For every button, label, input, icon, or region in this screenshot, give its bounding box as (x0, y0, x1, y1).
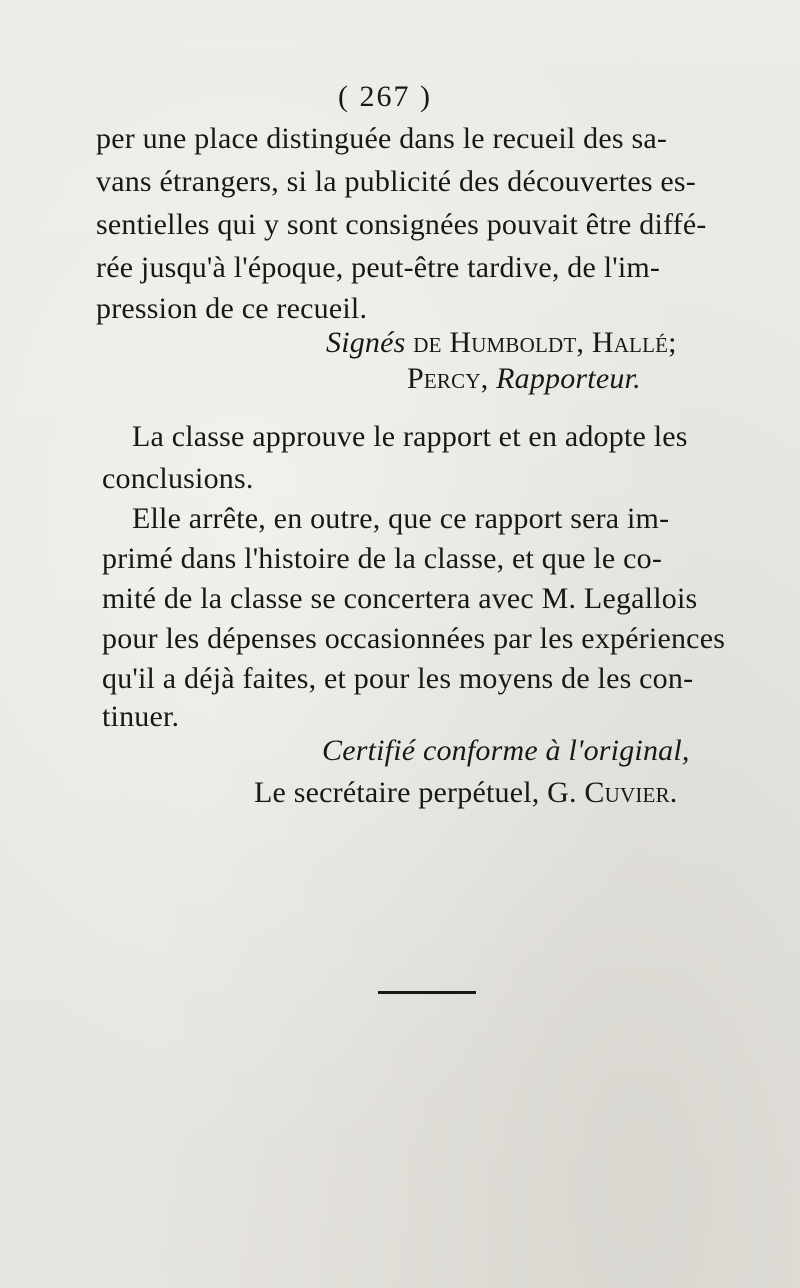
certification-line: Certifié conforme à l'original, (322, 734, 690, 767)
signature-comma: , (480, 362, 497, 395)
secretary-name: G. Cuvier. (547, 776, 678, 809)
signature-name-percy: Percy (407, 362, 481, 395)
body-line-2: vans étrangers, si la publicité des découvertes es- (96, 165, 696, 198)
decision-line-8: tinuer. (102, 700, 180, 733)
body-line-4: rée jusqu'à l'époque, peut-être tardive, de l'im- (96, 251, 661, 284)
secretary-line (254, 776, 678, 810)
decision-line-7: qu'il a déjà faites, et pour les moyens de les con- (102, 662, 694, 695)
body-line-5: pression de ce recueil. (96, 292, 368, 325)
signature-line-2 (407, 362, 641, 396)
page-number: ( 267 ) (338, 80, 432, 113)
secretary-prefix: Le secrétaire perpétuel, (254, 776, 540, 809)
signature-names: de Humboldt, Hallé; (413, 326, 677, 359)
decision-line-1: La classe approuve le rapport et en adopte les (132, 420, 688, 453)
decision-line-2: conclusions. (102, 462, 254, 495)
body-line-1: per une place distinguée dans le recueil des sa- (96, 122, 668, 155)
body-line-3: sentielles qui y sont consignées pouvait être diffé- (96, 208, 707, 241)
signature-role: Rapporteur. (496, 362, 641, 395)
decision-line-3: Elle arrête, en outre, que ce rapport sera im- (132, 502, 670, 535)
signature-line-1 (326, 326, 677, 360)
decision-line-5: mité de la classe se concertera avec M. Legallois (102, 582, 698, 615)
decision-line-6: pour les dépenses occasionnées par les expériences (102, 622, 726, 655)
closing-rule (378, 991, 476, 994)
signature-prefix: Signés (326, 326, 406, 359)
decision-line-4: primé dans l'histoire de la classe, et que le co- (102, 542, 663, 575)
